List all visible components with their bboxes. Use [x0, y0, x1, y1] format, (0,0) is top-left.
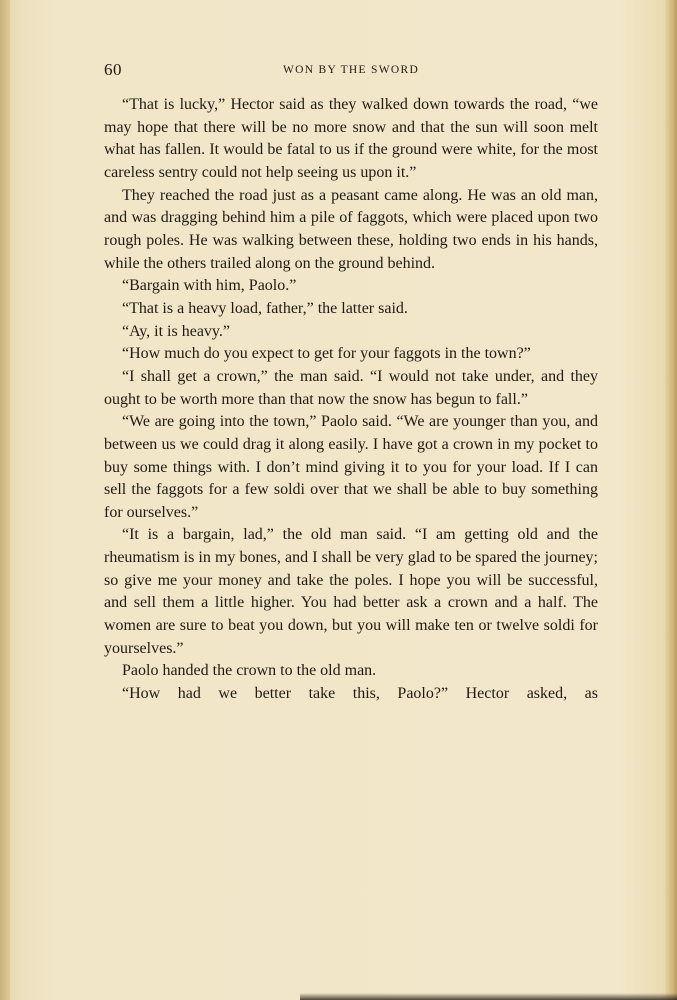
paragraph: “Bargain with him, Paolo.” — [122, 277, 297, 295]
page-header — [104, 58, 598, 86]
paragraph: “Ay, it is heavy.” — [122, 322, 230, 340]
paragraph: “That is a heavy load, father,” the latter said. — [122, 299, 408, 317]
paragraph: Paolo handed the crown to the old man. — [122, 662, 377, 680]
body-text — [104, 94, 598, 706]
running-head: WON BY THE SWORD — [282, 64, 420, 76]
paragraph: “We are going into the town,” Paolo said. “We are younger than you, and between us we could drag it along easily. I have got a crown in my pocket to buy some things with. I don’t mind giving it to you for your load. If I can sell the faggots for a few soldi over that we shall be able to buy something for ourselves.” — [104, 413, 598, 521]
paragraph: “How much do you expect to get for your faggots in the town?” — [122, 345, 531, 363]
page-shadow — [300, 993, 677, 1000]
paragraph: They reached the road just as a peasant came along. He was an old man, and was dragging behind him a pile of faggots, which were placed upon two rough poles. He was walking between these, holding two ends in his hands, while the others trailed along on the ground behind. — [104, 186, 598, 272]
paragraph: “It is a bargain, lad,” the old man said. “I am getting old and the rheumatism is in my bones, and I shall be very glad to be spared the journey; so give me your money and take the poles. I hope you will be successful, and sell them a little higher. You had better ask a crown and a half. The women are sure to beat you down, but you will make ten or twelve soldi for yourselves.” — [104, 526, 598, 657]
page-outer-edge — [665, 0, 677, 1000]
page-binding-edge — [0, 0, 10, 1000]
paragraph: “How had we better take this, Paolo?” Hector asked, as — [122, 685, 598, 703]
paragraph: “I shall get a crown,” the man said. “I would not take under, and they ought to be worth more than that now the snow has begun to fall.” — [104, 367, 598, 408]
paragraph: “That is lucky,” Hector said as they walked down towards the road, “we may hope that there will be no more snow and that the sun will soon melt what has fallen. It would be fatal to us if the ground were white, for the most careless sentry could not help seeing us upon it.” — [104, 96, 598, 181]
page-number: 60 — [104, 60, 122, 79]
